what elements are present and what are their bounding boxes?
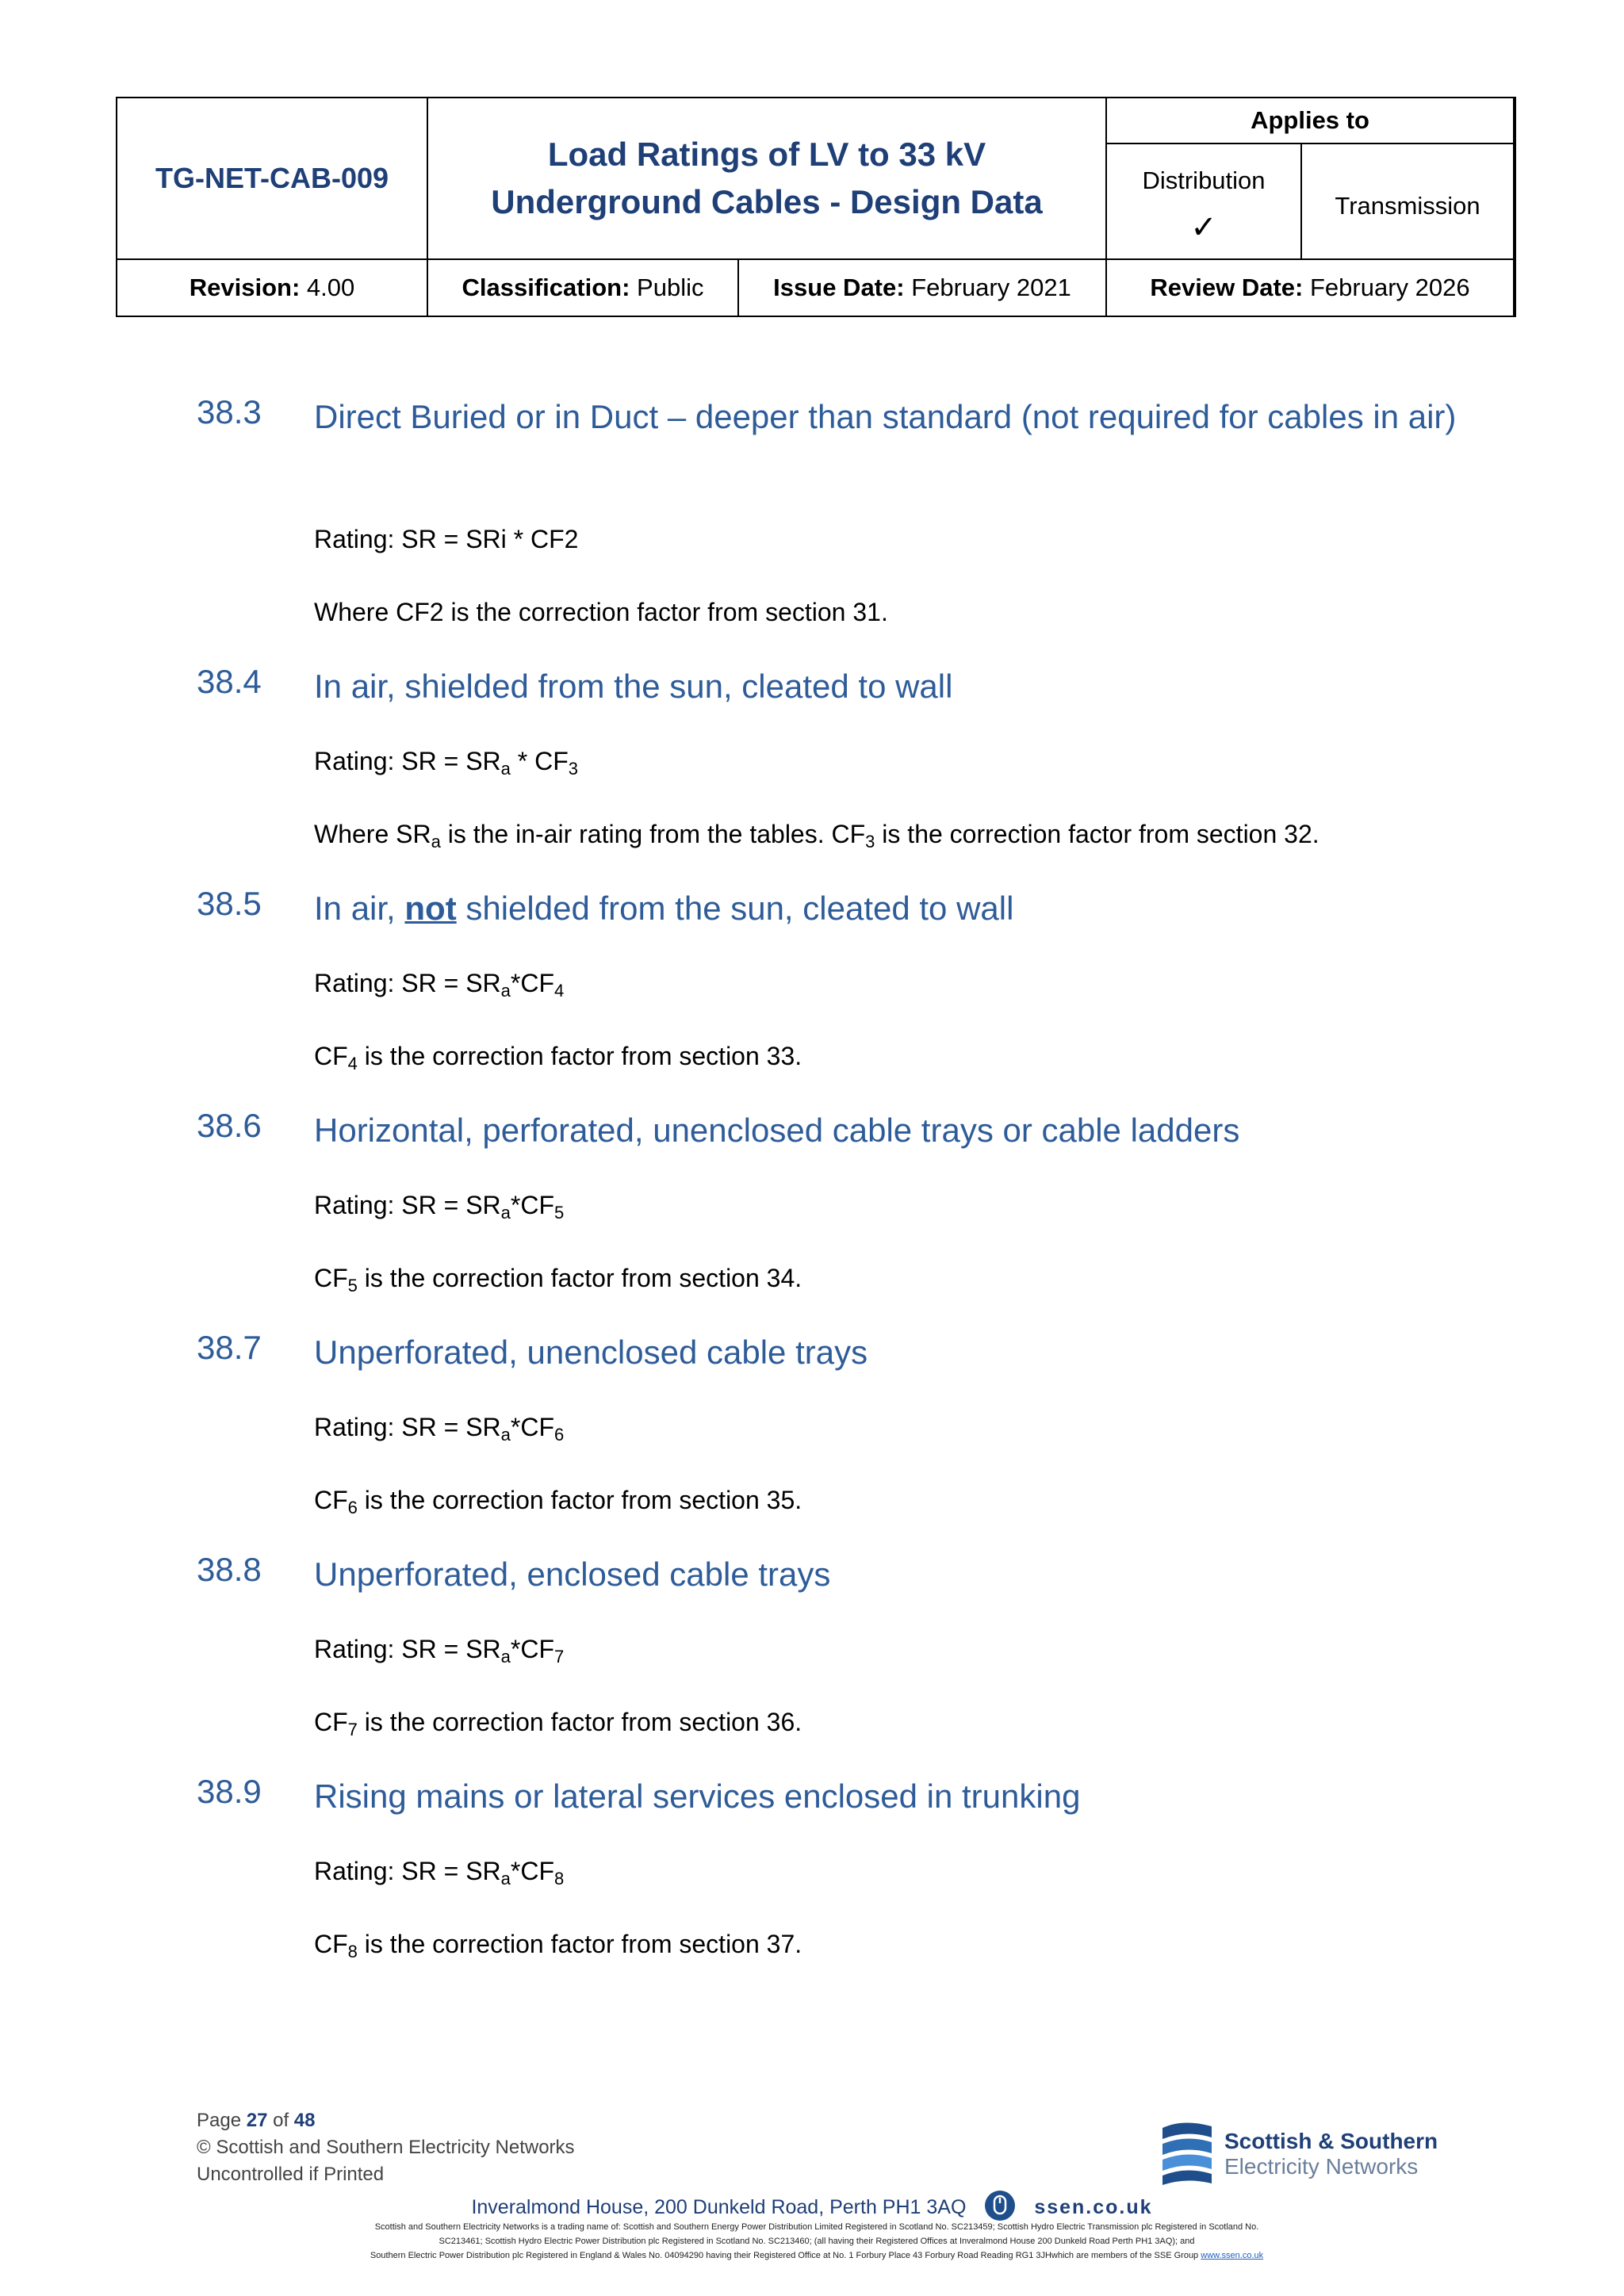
section-number: 38.9 bbox=[197, 1773, 262, 1810]
formula-text: *CF bbox=[510, 1413, 555, 1441]
formula-text: Rating: SR = SR bbox=[314, 1191, 501, 1219]
section-note bbox=[314, 818, 1320, 850]
section-number: 38.7 bbox=[197, 1329, 262, 1366]
note-text: is the correction factor from section 34. bbox=[357, 1264, 802, 1292]
formula-text: *CF bbox=[510, 1857, 555, 1885]
legal-notice bbox=[301, 2220, 1332, 2263]
page-indicator bbox=[197, 2107, 575, 2134]
formula-subscript: 4 bbox=[554, 981, 565, 1001]
formula-subscript: a bbox=[500, 1869, 511, 1888]
section-number: 38.8 bbox=[197, 1551, 262, 1588]
heading-text: In air, bbox=[314, 890, 405, 927]
note-subscript: 4 bbox=[347, 1054, 358, 1073]
rating-formula: Rating: SR = SRi * CF2 bbox=[314, 525, 579, 553]
section-heading: Rising mains or lateral services enclosed in trunking bbox=[314, 1777, 1081, 1815]
formula-subscript: 7 bbox=[554, 1647, 565, 1667]
distribution-cell bbox=[1107, 144, 1302, 260]
note-text: CF bbox=[314, 1486, 348, 1514]
formula-text: Rating: SR = SR bbox=[314, 1635, 501, 1663]
note-text: CF bbox=[314, 1708, 348, 1736]
document-title bbox=[428, 98, 1107, 260]
note-subscript: 7 bbox=[347, 1720, 358, 1739]
rating-formula bbox=[314, 1855, 564, 1887]
section-number: 38.3 bbox=[197, 393, 262, 430]
rating-formula bbox=[314, 1633, 564, 1665]
distribution-label: Distribution bbox=[1142, 166, 1266, 194]
document-title-line-2: Underground Cables - Design Data bbox=[491, 183, 1043, 220]
applies-to-heading: Applies to bbox=[1107, 98, 1515, 144]
note-text: Where SR bbox=[314, 820, 431, 848]
formula-subscript: 6 bbox=[554, 1425, 565, 1445]
section-note bbox=[314, 1928, 802, 1960]
formula-text: * CF bbox=[510, 747, 569, 775]
section-heading: In air, shielded from the sun, cleated to wall bbox=[314, 668, 953, 705]
note-text: is the correction factor from section 37. bbox=[357, 1930, 802, 1958]
note-text: is the correction factor from section 32. bbox=[875, 820, 1320, 848]
formula-subscript: 8 bbox=[554, 1869, 565, 1888]
section-note: Where CF2 is the correction factor from section 31. bbox=[314, 598, 888, 626]
footer-info bbox=[197, 2107, 575, 2188]
legal-line-3 bbox=[301, 2248, 1332, 2263]
note-text: is the in-air rating from the tables. CF bbox=[440, 820, 866, 848]
document-header-table bbox=[116, 97, 1516, 317]
formula-text: *CF bbox=[510, 969, 555, 997]
footer-address bbox=[0, 2190, 1624, 2221]
mouse-icon bbox=[984, 2190, 1016, 2221]
issue-date-cell bbox=[739, 260, 1107, 317]
page-label: Page bbox=[197, 2110, 242, 2131]
section-note bbox=[314, 1040, 802, 1072]
formula-subscript: a bbox=[500, 759, 511, 779]
section-heading: Unperforated, enclosed cable trays bbox=[314, 1556, 831, 1593]
formula-subscript: a bbox=[500, 1425, 511, 1445]
note-text: is the correction factor from section 33. bbox=[357, 1042, 802, 1070]
note-text: CF bbox=[314, 1930, 348, 1958]
note-subscript: 6 bbox=[347, 1498, 358, 1517]
rating-formula bbox=[314, 745, 578, 777]
formula-subscript: 3 bbox=[568, 759, 579, 779]
section-note bbox=[314, 1484, 802, 1516]
transmission-label: Transmission bbox=[1302, 144, 1515, 260]
section-number: 38.4 bbox=[197, 663, 262, 700]
formula-text: Rating: SR = SR bbox=[314, 969, 501, 997]
document-title-line-1: Load Ratings of LV to 33 kV bbox=[547, 136, 986, 173]
formula-text: *CF bbox=[510, 1635, 555, 1663]
heading-emphasis: not bbox=[404, 890, 457, 927]
legal-line-3-text: Southern Electric Power Distribution plc Registered in England & Wales No. 04094290 having their Registered Office at No. 1 Forbury Place 43 Forbury Road Reading RG1 3JHwhich are members of the SSE Group bbox=[370, 2251, 1199, 2260]
note-subscript: a bbox=[431, 832, 441, 851]
formula-text: Rating: SR = SR bbox=[314, 747, 501, 775]
page-total: 48 bbox=[293, 2110, 316, 2131]
note-subscript: 3 bbox=[865, 832, 875, 851]
of-label: of bbox=[273, 2110, 289, 2131]
note-subscript: 5 bbox=[347, 1276, 358, 1295]
review-date-cell bbox=[1107, 260, 1515, 317]
website-text[interactable]: ssen.co.uk bbox=[1034, 2196, 1153, 2218]
revision-label: Revision: bbox=[189, 274, 301, 301]
classification-cell bbox=[428, 260, 739, 317]
heading-text: shielded from the sun, cleated to wall bbox=[456, 890, 1014, 927]
note-text: is the correction factor from section 36. bbox=[357, 1708, 802, 1736]
rating-formula bbox=[314, 1411, 564, 1443]
section-heading: Horizontal, perforated, unenclosed cable trays or cable ladders bbox=[314, 1112, 1240, 1149]
checkmark-icon: ✓ bbox=[1190, 210, 1217, 245]
copyright-text: © Scottish and Southern Electricity Networks bbox=[197, 2137, 575, 2158]
issue-date-value: February 2021 bbox=[911, 274, 1071, 301]
formula-subscript: 5 bbox=[554, 1203, 565, 1223]
note-text: CF bbox=[314, 1042, 348, 1070]
formula-subscript: a bbox=[500, 1647, 511, 1667]
review-date-label: Review Date: bbox=[1150, 274, 1304, 301]
revision-value: 4.00 bbox=[306, 274, 355, 301]
classification-value: Public bbox=[637, 274, 704, 301]
rating-formula bbox=[314, 967, 564, 999]
legal-line-2: SC213461; Scottish Hydro Electric Power Distribution plc Registered in Scotland No. SC213460; (all having their Registered Offices at Inveralmond House 200 Dunkeld Road Perth PH1 3AQ); and bbox=[439, 2237, 1195, 2246]
section-number: 38.6 bbox=[197, 1107, 262, 1144]
formula-text: Rating: SR = SR bbox=[314, 1413, 501, 1441]
document-id: TG-NET-CAB-009 bbox=[117, 98, 428, 260]
formula-subscript: a bbox=[500, 981, 511, 1001]
formula-subscript: a bbox=[500, 1203, 511, 1223]
address-text: Inveralmond House, 200 Dunkeld Road, Perth PH1 3AQ bbox=[471, 2196, 967, 2218]
formula-text: Rating: SR = SR bbox=[314, 1857, 501, 1885]
logo-line-1: Scottish & Southern bbox=[1224, 2129, 1437, 2153]
page-number: 27 bbox=[246, 2110, 268, 2131]
legal-line-1: Scottish and Southern Electricity Networks is a trading name of: Scottish and Southern Energy Power Distribution Limited Registered in Scotland No. SC213459; Scottish Hydro Electric Transmission plc Registered in Scotland No. bbox=[374, 2222, 1259, 2232]
uncontrolled-notice: Uncontrolled if Printed bbox=[197, 2164, 385, 2185]
ssen-logo bbox=[1159, 2117, 1437, 2188]
section-number: 38.5 bbox=[197, 885, 262, 922]
note-text: is the correction factor from section 35. bbox=[357, 1486, 802, 1514]
review-date-value: February 2026 bbox=[1309, 274, 1470, 301]
formula-text: *CF bbox=[510, 1191, 555, 1219]
logo-line-2: Electricity Networks bbox=[1224, 2154, 1419, 2179]
note-subscript: 8 bbox=[347, 1942, 358, 1961]
ssen-logo-icon bbox=[1159, 2117, 1437, 2188]
section-note bbox=[314, 1706, 802, 1738]
section-heading: Direct Buried or in Duct – deeper than standard (not required for cables in air) bbox=[314, 398, 1457, 435]
section-heading bbox=[314, 885, 1480, 932]
classification-label: Classification: bbox=[462, 274, 630, 301]
section-note bbox=[314, 1262, 802, 1294]
ssen-website-link[interactable]: www.ssen.co.uk bbox=[1201, 2251, 1264, 2260]
revision-cell bbox=[117, 260, 428, 317]
issue-date-label: Issue Date: bbox=[773, 274, 905, 301]
section-heading: Unperforated, unenclosed cable trays bbox=[314, 1334, 868, 1371]
rating-formula bbox=[314, 1189, 564, 1221]
note-text: CF bbox=[314, 1264, 348, 1292]
